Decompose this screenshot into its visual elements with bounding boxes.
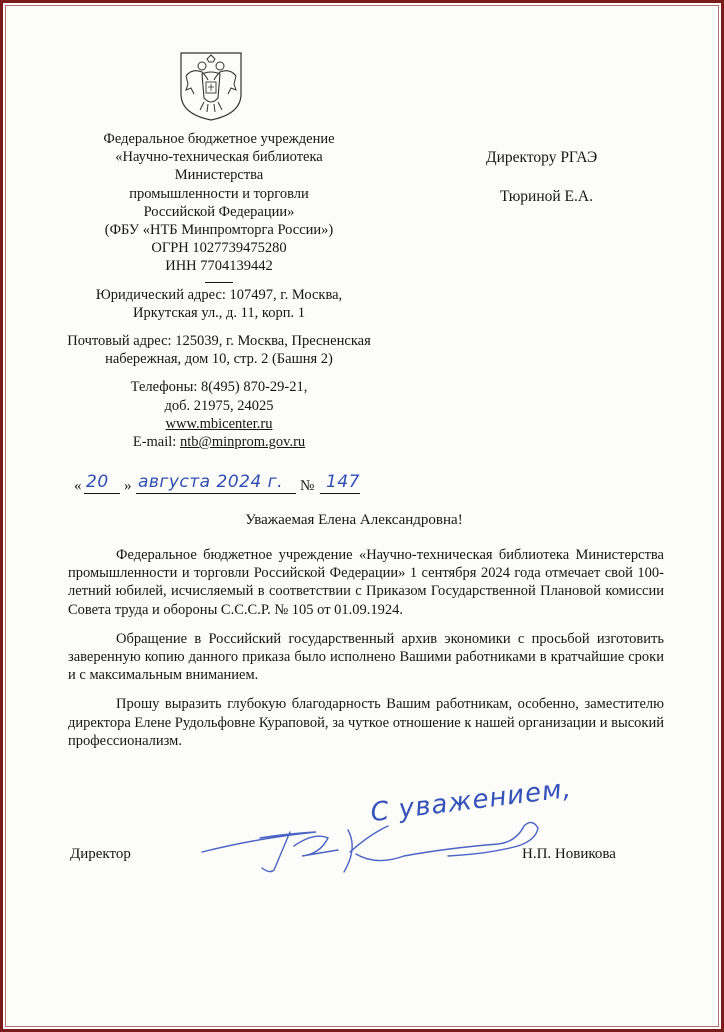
signer-title: Директор xyxy=(70,846,131,862)
day-underline xyxy=(84,493,120,494)
body-paragraph: Прошу выразить глубокую благодарность Вашим работникам, особенно, заместителю директора Елене Рудольфовне Кураповой, за чуткое отношение к нашей организации и высокий профессионализм. xyxy=(68,696,664,749)
addressee-position: Директору РГАЭ xyxy=(486,149,598,166)
email-label: E-mail: xyxy=(132,434,180,451)
body-paragraph: Федеральное бюджетное учреждение «Научно-техническая библиотека Министерства промышленности и торговли Российской Федерации» 1 сентября 2024 года отмечает свой 100-летний юбилей, исчисляемый в соответствии с Приказом Государственной Плановой комиссии Совета труда и обороны С.С.С.Р. № 105 от 01.09.1924. xyxy=(68,547,664,618)
postal-address-line: Почтовый адрес: 125039, г. Москва, Пресненская xyxy=(67,333,371,350)
sender-organization-block xyxy=(56,130,382,451)
addressee-name: Тюриной Е.А. xyxy=(500,188,593,205)
letter-body xyxy=(68,546,664,761)
registration-line xyxy=(74,472,374,498)
website-link[interactable]: www.mbicenter.ru xyxy=(165,415,273,432)
org-line: Министерства xyxy=(174,167,264,184)
postal-address-line: набережная, дом 10, стр. 2 (Башня 2) xyxy=(105,351,333,368)
email-line xyxy=(56,433,382,451)
inn: ИНН 7704139442 xyxy=(165,258,273,275)
phone-line: Телефоны: 8(495) 870-29-21, xyxy=(130,379,308,396)
close-quote: » xyxy=(124,478,132,494)
email-link[interactable]: ntb@minprom.gov.ru xyxy=(179,434,306,451)
month-underline xyxy=(136,493,296,494)
body-paragraph: Обращение в Российский государственный архив экономики с просьбой изготовить заверенную копию данного приказа было исполнено Вашими работниками в кратчайшие сроки и с максимальным вниманием. xyxy=(68,630,664,684)
handwritten-signature xyxy=(198,812,558,882)
org-abbreviation: (ФБУ «НТБ Минпромторга России») xyxy=(104,222,334,239)
registration-number: 147 xyxy=(326,472,360,492)
signer-name: Н.П. Новикова xyxy=(522,846,616,862)
org-line: Российской Федерации» xyxy=(143,203,295,220)
registration-month-year: августа 2024 г. xyxy=(138,472,284,492)
legal-address-line: Юридический адрес: 107497, г. Москва, xyxy=(95,286,343,303)
legal-address-line: Иркутская ул., д. 11, корп. 1 xyxy=(133,304,305,321)
phone-line: доб. 21975, 24025 xyxy=(164,397,274,414)
number-sign: № xyxy=(300,478,315,494)
number-underline xyxy=(320,493,360,494)
russian-coat-of-arms-icon xyxy=(178,50,244,122)
ogrn: ОГРН 1027739475280 xyxy=(151,240,287,257)
addressee-block xyxy=(486,148,597,207)
salutation: Уважаемая Елена Александровна! xyxy=(245,512,463,528)
org-line: «Научно-техническая библиотека xyxy=(115,149,323,166)
closing-text: С уважением, xyxy=(368,773,574,829)
org-line: Федеральное бюджетное учреждение xyxy=(103,131,335,147)
header-divider xyxy=(205,282,233,283)
org-line: промышленности и торговли xyxy=(129,185,309,202)
open-quote: « xyxy=(74,478,82,494)
registration-day: 20 xyxy=(86,472,109,492)
